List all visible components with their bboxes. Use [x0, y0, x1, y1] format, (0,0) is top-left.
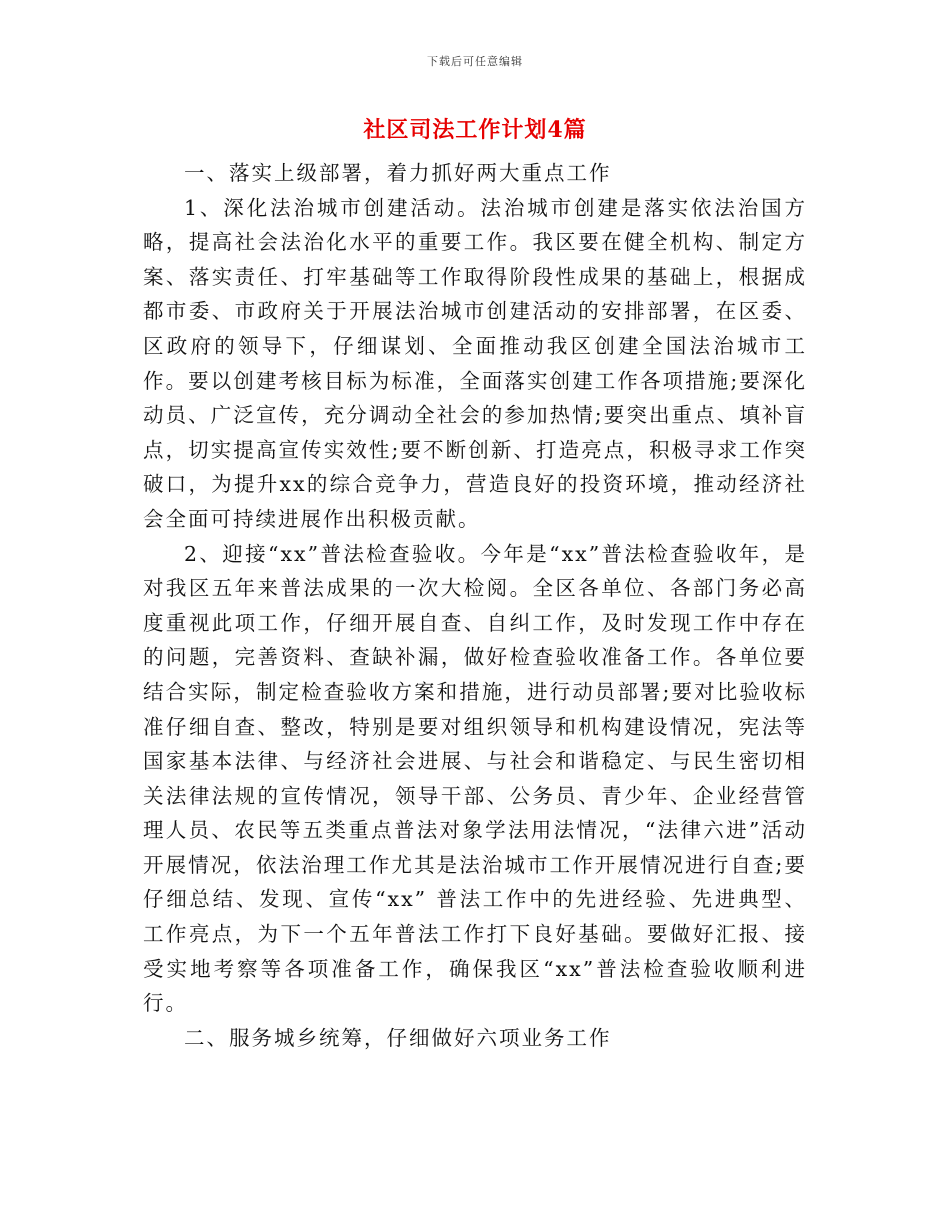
- section-heading-1: 一、落实上级部署，着力抓好两大重点工作: [184, 161, 612, 185]
- document-title: 社区司法工作计划4篇: [363, 117, 587, 143]
- section-heading-2: 二、服务城乡统筹，仔细做好六项业务工作: [184, 1025, 612, 1050]
- header-note: 下载后可任意编辑: [427, 55, 523, 68]
- paragraph-1: 1、深化法治城市创建活动。法治城市创建是落实依法治国方略，提高社会法治化水平的重要工作。我区要在健全机构、制定方案、落实责任、打牢基础等工作取得阶段性成果的基础上，根据成都市委、市政府关于开展法治城市创建活动的安排部署，在区委、区政府的领导下，仔细谋划、全面推动我区创建全国法治城市工作。要以创建考核目标为标准，全面落实创建工作各项措施;要深化动员、广泛宣传，充分调动全社会的参加热情;要突出重点、填补盲点，切实提高宣传实效性;要不断创新、打造亮点，积极寻求工作突破口，为提升xx的综合竞争力，营造良好的投资环境，推动经济社会全面可持续进展作出积极贡献。: [143, 195, 807, 531]
- document-body: [143, 156, 807, 1055]
- paragraph-2: 2、迎接“xx”普法检查验收。今年是“xx”普法检查验收年，是对我区五年来普法成果的一次大检阅。全区各单位、各部门务必高度重视此项工作，仔细开展自查、自纠工作，及时发现工作中存在的问题，完善资料、查缺补漏，做好检查验收准备工作。各单位要结合实际，制定检查验收方案和措施，进行动员部署;要对比验收标准仔细自查、整改，特别是要对组织领导和机构建设情况，宪法等国家基本法律、与经济社会进展、与社会和谐稳定、与民生密切相关法律法规的宣传情况，领导干部、公务员、青少年、企业经营管理人员、农民等五类重点普法对象学法用法情况，“法律六进”活动开展情况，依法治理工作尤其是法治城市工作开展情况进行自查;要仔细总结、发现、宣传“xx” 普法工作中的先进经验、先进典型、工作亮点，为下一个五年普法工作打下良好基础。要做好汇报、接受实地考察等各项准备工作，确保我区“xx”普法检查验收顺利进行。: [143, 541, 807, 1016]
